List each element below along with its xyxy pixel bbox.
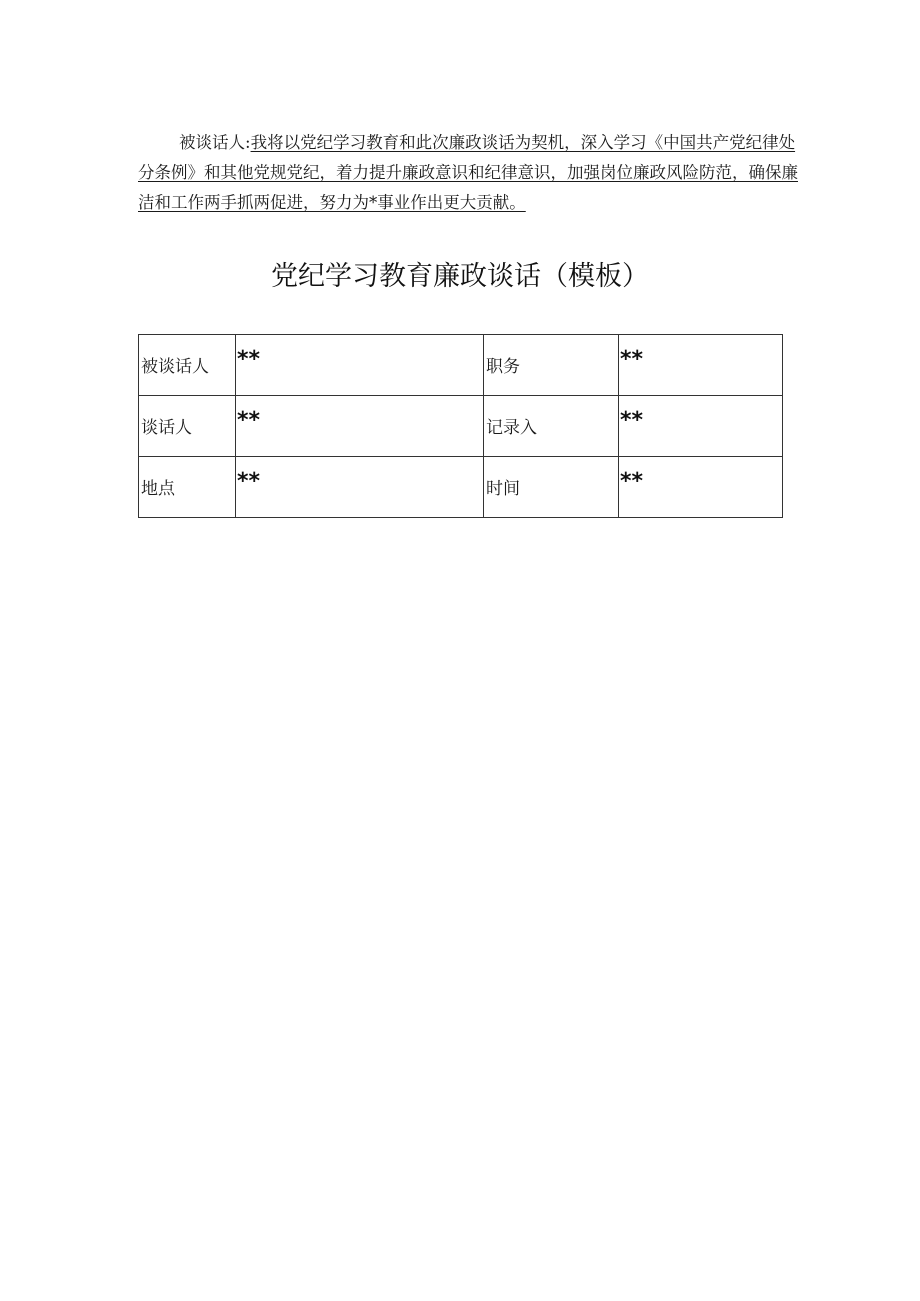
value-position: ** xyxy=(620,347,644,372)
speaker-label: 被谈话人: xyxy=(179,133,251,152)
statement-paragraph xyxy=(138,128,810,218)
table-row xyxy=(139,335,783,396)
value-recorder: ** xyxy=(620,408,644,433)
table-row xyxy=(139,457,783,518)
table-cell xyxy=(139,457,236,518)
label-interviewer: 谈话人 xyxy=(141,418,192,438)
label-location: 地点 xyxy=(141,479,175,499)
interview-info-table xyxy=(138,334,783,518)
label-interviewee: 被谈话人 xyxy=(141,357,209,377)
table-row xyxy=(139,396,783,457)
statement-text: 我将以党纪学习教育和此次廉政谈话为契机，深入学习《中国共产党纪律处分条例》和其他党规党纪，着力提升廉政意识和纪律意识，加强岗位廉政风险防范，确保廉洁和工作两手抓两促进，努力为*事业作出更大贡献。 xyxy=(138,133,798,212)
table-cell xyxy=(236,396,484,457)
table-cell xyxy=(619,396,783,457)
value-interviewee: ** xyxy=(237,347,261,372)
document-title: 党纪学习教育廉政谈话（模板） xyxy=(271,261,649,292)
table-cell xyxy=(619,457,783,518)
table-cell xyxy=(484,396,619,457)
table-cell xyxy=(619,335,783,396)
table-cell xyxy=(139,396,236,457)
table-cell xyxy=(236,335,484,396)
value-location: ** xyxy=(237,469,261,494)
table-cell xyxy=(139,335,236,396)
value-time: ** xyxy=(620,469,644,494)
label-position: 职务 xyxy=(486,357,520,377)
table-cell xyxy=(236,457,484,518)
value-interviewer: ** xyxy=(237,408,261,433)
table-cell xyxy=(484,457,619,518)
table-cell xyxy=(484,335,619,396)
label-time: 时间 xyxy=(486,479,520,499)
label-recorder: 记录入 xyxy=(486,418,537,438)
